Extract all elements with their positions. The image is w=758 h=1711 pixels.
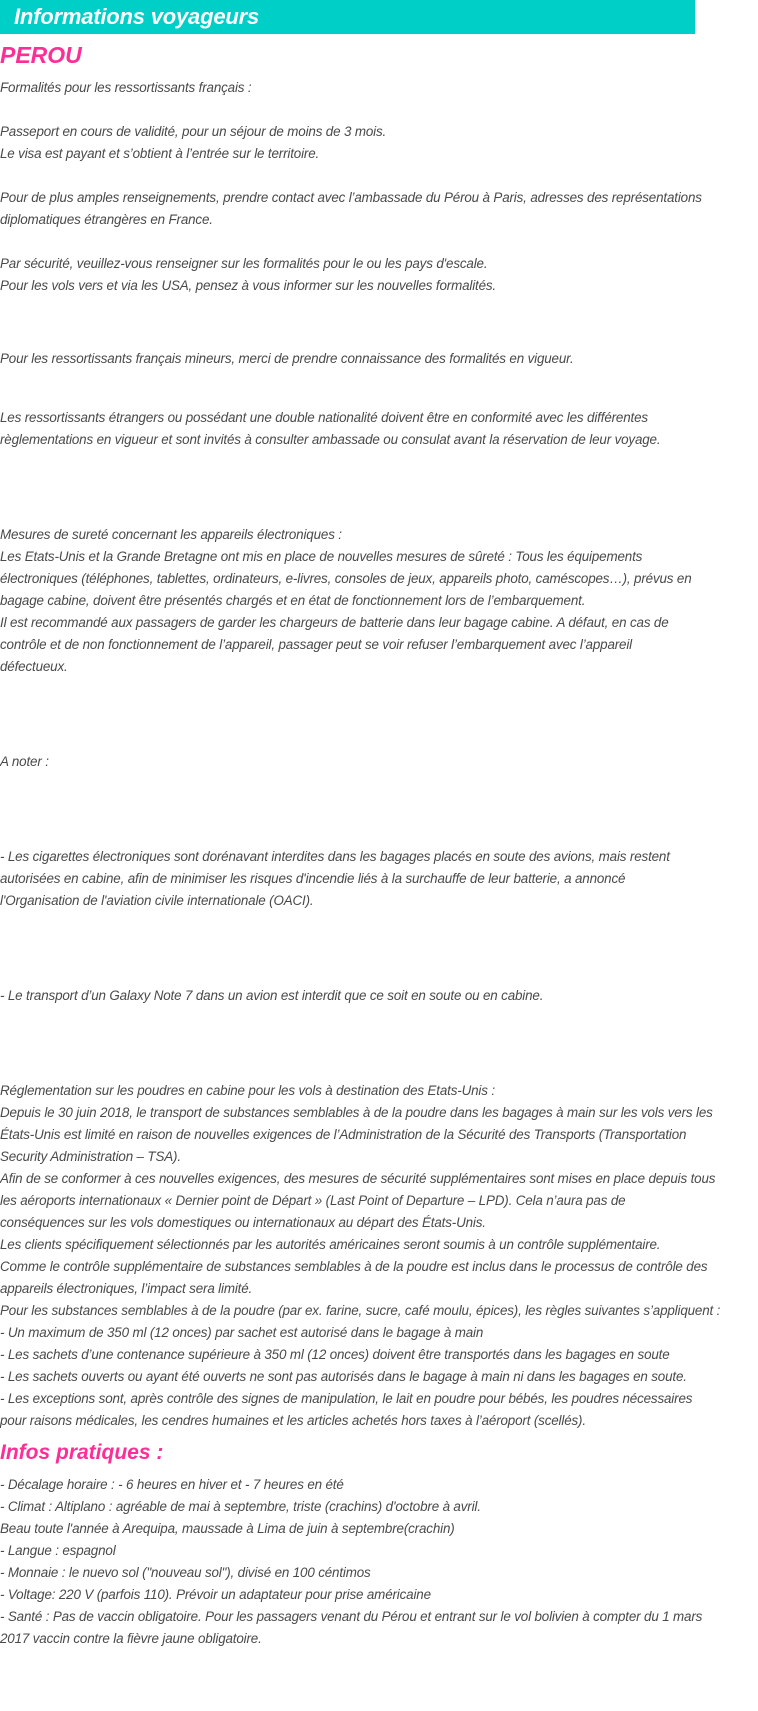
powders-line: Pour les substances semblables à de la poudre (par ex. farine, sucre, café moulu, épices), les règles suivantes s’appliquent :: [0, 1303, 721, 1318]
contact-line: Pour de plus amples renseignements, prendre contact avec l’ambassade du Pérou à Paris, adresses des représentations: [0, 190, 702, 205]
formalities-section: [0, 69, 702, 451]
powders-line: Afin de se conformer à ces nouvelles exigences, des mesures de sécurité supplémentaires sont mises en place depuis tous: [0, 1171, 716, 1186]
security-line: Par sécurité, veuillez-vous renseigner sur les formalités pour le ou les pays d'escale.: [0, 256, 488, 271]
electronics-line: contrôle et de non fonctionnement de l’appareil, passager peut se voir refuser l’embarquement avec l’appareil: [0, 637, 632, 652]
security-line: Pour les vols vers et via les USA, pensez à vous informer sur les nouvelles formalités.: [0, 278, 497, 293]
galaxy-line: - Le transport d’un Galaxy Note 7 dans un avion est interdit que ce soit en soute ou en cabine.: [0, 988, 544, 1003]
powders-line: Depuis le 30 juin 2018, le transport de substances semblables à de la poudre dans les bagages à main sur les vols vers les: [0, 1105, 713, 1120]
practical-section: [0, 1438, 703, 1650]
electronics-line: défectueux.: [0, 659, 68, 674]
header-bar: [0, 0, 695, 34]
powders-line: - Les sachets d’une contenance supérieure à 350 ml (12 onces) doivent être transportés dans les bagages en soute: [0, 1347, 670, 1362]
practical-line: - Climat : Altiplano : agréable de mai à septembre, triste (crachins) d'octobre à avril.: [0, 1499, 481, 1514]
powders-line: les aéroports internationaux « Dernier point de Départ » (Last Point of Departure – LPD). Cela n’aura pas de: [0, 1193, 626, 1208]
foreigners-line: Les ressortissants étrangers ou possédant une double nationalité doivent être en conformité avec les différentes: [0, 410, 648, 425]
country-heading: PEROU: [0, 42, 82, 68]
powders-line: pour raisons médicales, les cendres humaines et les articles achetés hors taxes à l’aéroport (scellés).: [0, 1413, 586, 1428]
practical-line: - Santé : Pas de vaccin obligatoire. Pour les passagers venant du Pérou et entrant sur le vol bolivien à compter du 1 mars: [0, 1609, 703, 1624]
powders-line: - Un maximum de 350 ml (12 onces) par sachet est autorisé dans le bagage à main: [0, 1325, 484, 1340]
powders-line: - Les sachets ouverts ou ayant été ouverts ne sont pas autorisés dans le bagage à main ni dans les bagages en soute.: [0, 1369, 687, 1384]
practical-line: - Langue : espagnol: [0, 1543, 116, 1558]
page-title: Informations voyageurs: [14, 4, 259, 29]
practical-line: - Décalage horaire : - 6 heures en hiver et - 7 heures en été: [0, 1477, 344, 1492]
electronics-line: Les Etats-Unis et la Grande Bretagne ont mis en place de nouvelles mesures de sûreté : Tous les équipements: [0, 549, 643, 564]
practical-line: Beau toute l'année à Arequipa, maussade à Lima de juin à septembre(crachin): [0, 1521, 455, 1536]
note-section: [0, 751, 695, 1007]
powders-line: Les clients spécifiquement sélectionnés par les autorités américaines seront soumis à un contrôle supplémentaire.: [0, 1237, 661, 1252]
powders-line: États-Unis est limité en raison de nouvelles exigences de l’Administration de la Sécurité des Transports (Transportation: [0, 1127, 687, 1142]
powders-line: appareils électroniques, l’impact sera limité.: [0, 1281, 253, 1296]
passport-line: Passeport en cours de validité, pour un séjour de moins de 3 mois.: [0, 124, 387, 139]
practical-line: - Voltage: 220 V (parfois 110). Prévoir un adaptateur pour prise américaine: [0, 1587, 431, 1602]
powders-line: Comme le contrôle supplémentaire de substances semblables à de la poudre est inclus dans le processus de contrôle des: [0, 1259, 708, 1274]
electronics-line: électroniques (téléphones, tablettes, ordinateurs, e-livres, consoles de jeux, appareils photo, caméscopes…), prévus en: [0, 571, 692, 586]
cigarettes-line: autorisées en cabine, afin de minimiser les risques d'incendie liés à la surchauffe de leur batterie, a annoncé: [0, 871, 626, 886]
powders-line: conséquences sur les vols domestiques ou internationaux au départ des États-Unis.: [0, 1215, 486, 1230]
electronics-section: [0, 524, 695, 678]
powders-line: - Les exceptions sont, après contrôle des signes de manipulation, le lait en poudre pour bébés, les poudres nécessaires: [0, 1391, 693, 1406]
contact-line: diplomatiques étrangères en France.: [0, 212, 213, 227]
powders-title: Réglementation sur les poudres en cabine pour les vols à destination des Etats-Unis :: [0, 1083, 495, 1098]
cigarettes-line: l'Organisation de l'aviation civile internationale (OACI).: [0, 893, 314, 908]
note-title: A noter :: [0, 754, 49, 769]
formalities-intro: Formalités pour les ressortissants français :: [0, 80, 252, 95]
powders-line: Security Administration – TSA).: [0, 1149, 181, 1164]
powders-section: [0, 1080, 721, 1432]
minors-line: Pour les ressortissants français mineurs, merci de prendre connaissance des formalités en vigueur.: [0, 351, 574, 366]
practical-line: - Monnaie : le nuevo sol ("nouveau sol"), divisé en 100 céntimos: [0, 1565, 371, 1580]
cigarettes-line: - Les cigarettes électroniques sont dorénavant interdites dans les bagages placés en soute des avions, mais restent: [0, 849, 670, 864]
electronics-title: Mesures de sureté concernant les appareils électroniques :: [0, 527, 342, 542]
visa-line: Le visa est payant et s’obtient à l’entrée sur le territoire.: [0, 146, 320, 161]
electronics-line: Il est recommandé aux passagers de garder les chargeurs de batterie dans leur bagage cabine. A défaut, en cas de: [0, 615, 669, 630]
foreigners-line: règlementations en vigueur et sont invités à consulter ambassade ou consulat avant la réservation de leur voyage.: [0, 432, 661, 447]
practical-line: 2017 vaccin contre la fièvre jaune obligatoire.: [0, 1631, 262, 1646]
electronics-line: bagage cabine, doivent être présentés chargés et en état de fonctionnement lors de l’embarquement.: [0, 593, 586, 608]
practical-heading: Infos pratiques :: [0, 1441, 164, 1464]
